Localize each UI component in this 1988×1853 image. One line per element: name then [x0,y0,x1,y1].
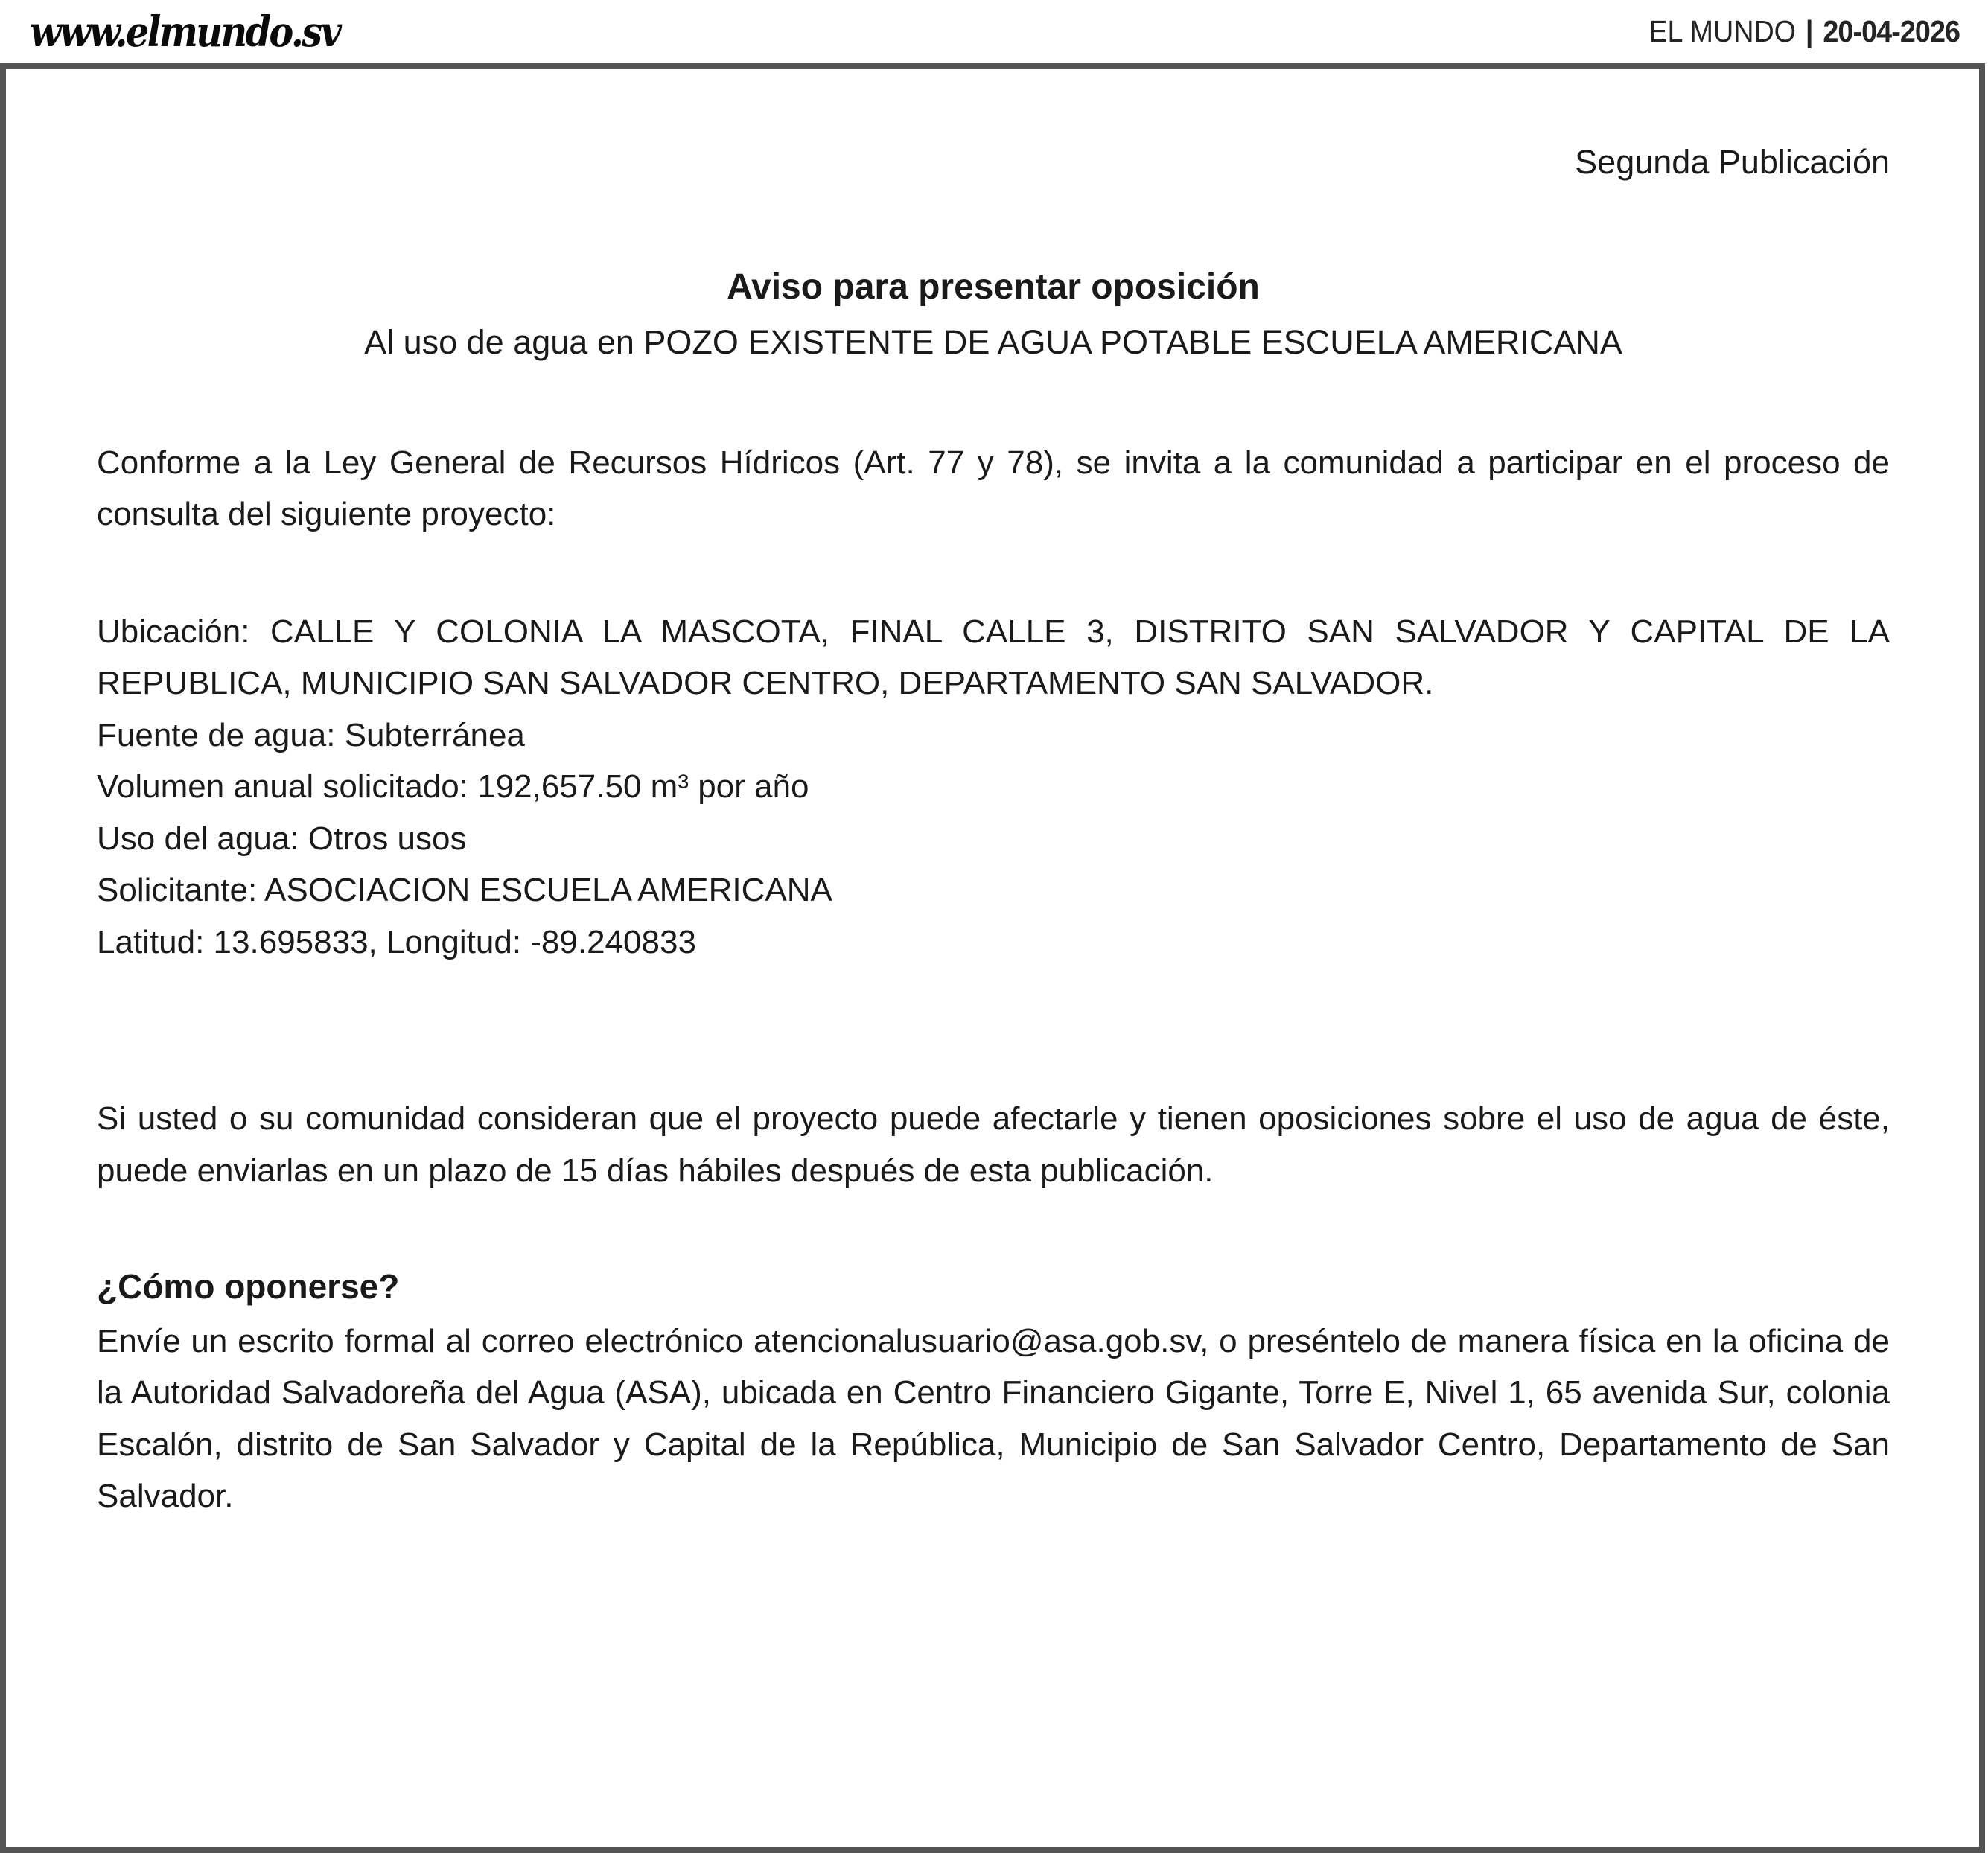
page-header [0,0,1988,63]
detail-coordenadas: Latitud: 13.695833, Longitud: -89.240833 [97,923,696,960]
notice-title: Aviso para presentar oposición [727,267,1260,307]
detail-ubicacion: Ubicación: CALLE Y COLONIA LA MASCOTA, FINAL CALLE 3, DISTRITO SAN SALVADOR Y CAPITAL DE LA REPUBLICA, MUNICIPIO SAN SALVADOR CENTRO, DEPARTAMENTO SAN SALVADOR. [97,613,1890,702]
notice-subtitle: Al uso de agua en POZO EXISTENTE DE AGUA POTABLE ESCUELA AMERICANA [364,322,1622,361]
intro-paragraph: Conforme a la Ley General de Recursos Hídricos (Art. 77 y 78), se invita a la comunidad a participar en el proceso de consulta del siguiente proyecto: [97,444,1890,533]
detail-volumen-anual: Volumen anual solicitado: 192,657.50 m³ por año [97,768,809,806]
detail-solicitante: Solicitante: ASOCIACION ESCUELA AMERICANA [97,872,832,909]
project-details [97,606,1890,969]
how-to-oppose-paragraph: Envíe un escrito formal al correo electrónico atencionalusuario@asa.gob.sv, o preséntelo de manera física en la oficina de la Autoridad Salvadoreña del Agua (ASA), ubicada en Centro Financiero Gigante, Torre E, Nivel 1, 65 avenida Sur, colonia Escalón, distrito de San Salvador y Capital de la República, Municipio de San Salvador Centro, Departamento de San Salvador. [97,1322,1890,1515]
notice-box [0,63,1985,1853]
opposition-period-paragraph: Si usted o su comunidad consideran que el proyecto puede afectarle y tienen oposiciones sobre el uso de agua de éste, puede enviarlas en un plazo de 15 días hábiles después de esta publicación. [97,1100,1890,1189]
masthead-name: EL MUNDO [1648,14,1796,48]
detail-fuente-agua: Fuente de agua: Subterránea [97,716,525,753]
how-to-oppose-heading: ¿Cómo oponerse? [97,1266,400,1306]
masthead-date-line [1648,16,1960,47]
masthead-separator: | [1805,14,1814,48]
publication-label: Segunda Publicación [1575,143,1890,181]
detail-uso-agua: Uso del agua: Otros usos [97,820,467,857]
site-logo: www.elmundo.sv [30,7,340,57]
publication-date: 20-04-2026 [1823,14,1960,48]
